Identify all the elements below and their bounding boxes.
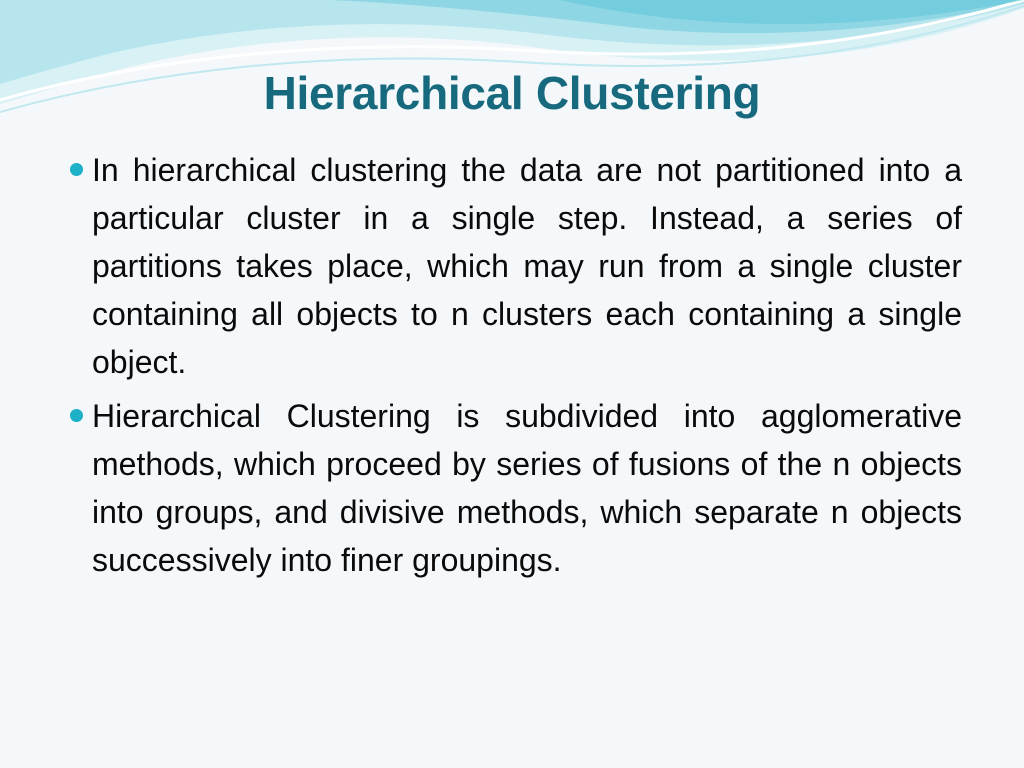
bullet-item: [66, 392, 962, 584]
bullet-item: [66, 146, 962, 386]
bullet-text: Hierarchical Clustering is subdivided into agglomerative methods, which proceed by series of fusions of the n objects into groups, and divisive methods, which separate n objects successively into finer groupings.: [92, 398, 962, 578]
slide-body: [66, 146, 962, 590]
bullet-text: In hierarchical clustering the data are not partitioned into a particular cluster in a single step. Instead, a series of partitions takes place, which may run from a single cluster containing all objects to n clusters each containing a single object.: [92, 152, 962, 380]
slide-title: Hierarchical Clustering: [263, 67, 761, 119]
bullet-dot-icon: [70, 163, 83, 176]
bullet-dot-icon: [70, 409, 83, 422]
